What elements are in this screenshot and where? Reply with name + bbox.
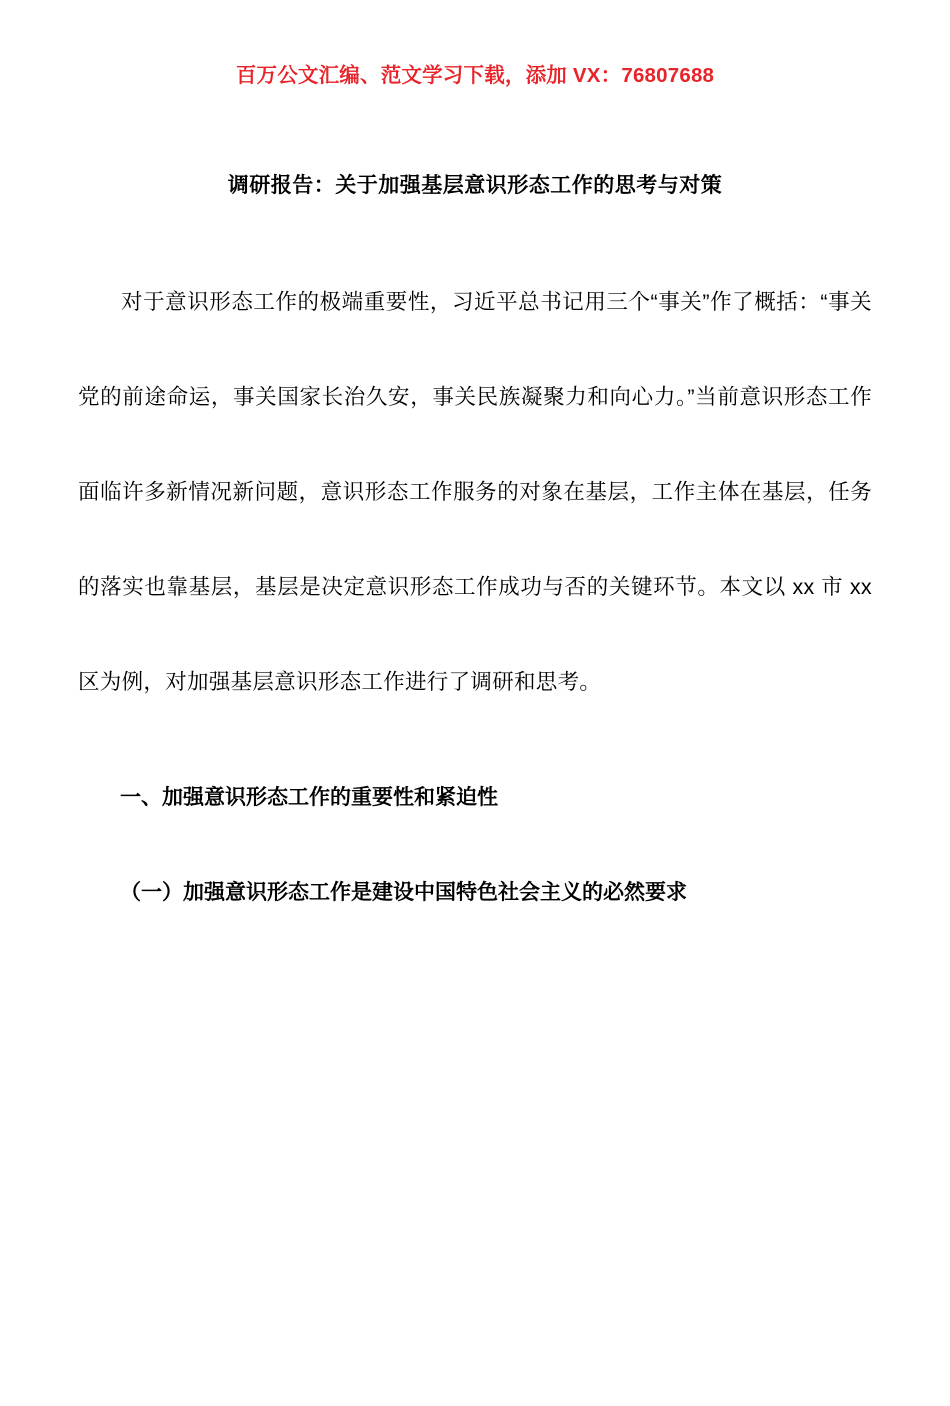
- section-heading-1: 一、加强意识形态工作的重要性和紧迫性: [120, 785, 498, 809]
- section-heading-2: （一）加强意识形态工作是建设中国特色社会主义的必然要求: [120, 880, 687, 904]
- document-body: [78, 255, 872, 940]
- body-paragraph: 对于意识形态工作的极端重要性，习近平总书记用三个“事关”作了概括：“事关党的前途命运，事关国家长治久安，事关民族凝聚力和向心力。”当前意识形态工作面临许多新情况新问题，意识形态工作服务的对象在基层，工作主体在基层，任务的落实也靠基层，基层是决定意识形态工作成功与否的关键环节。本文以 xx 市 xx 区为例，对加强基层意识形态工作进行了调研和思考。: [78, 289, 872, 694]
- watermark-banner: 百万公文汇编、范文学习下载，添加 VX：76807688: [235, 64, 715, 87]
- page-title: 调研报告：关于加强基层意识形态工作的思考与对策: [227, 173, 723, 197]
- document-page: [0, 62, 950, 1406]
